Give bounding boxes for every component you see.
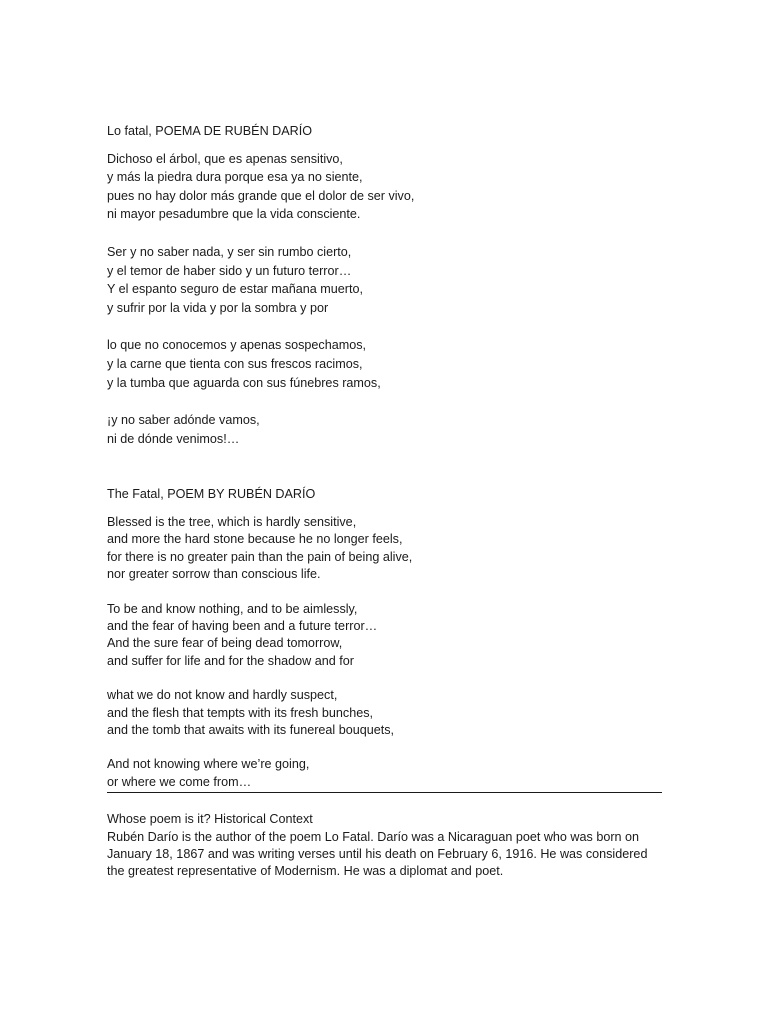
poem-line: and suffer for life and for the shadow and for <box>107 653 354 668</box>
poem-line: y el temor de haber sido y un futuro terror… <box>107 263 352 278</box>
poem-line: and the flesh that tempts with its fresh bunches, <box>107 705 374 720</box>
poem-line: Blessed is the tree, which is hardly sensitive, <box>107 514 357 529</box>
poem-line: Y el espanto seguro de estar mañana muerto, <box>107 282 364 297</box>
poem-line: y la tumba que aguarda con sus fúnebres ramos, <box>107 375 381 390</box>
poem-line: Dichoso el árbol, que es apenas sensitivo, <box>107 151 343 166</box>
spanish-poem <box>107 122 662 448</box>
poem-line: ni mayor pesadumbre que la vida consciente. <box>107 207 361 222</box>
english-poem <box>107 485 662 791</box>
poem-line: lo que no conocemos y apenas sospechamos, <box>107 338 367 353</box>
english-stanza-3 <box>107 687 662 739</box>
horizontal-divider <box>107 792 662 793</box>
poem-line: for there is no greater pain than the pain of being alive, <box>107 549 413 564</box>
poem-line: y sufrir por la vida y por la sombra y por <box>107 300 329 315</box>
spanish-stanza-2 <box>107 243 662 317</box>
poem-line: nor greater sorrow than conscious life. <box>107 567 321 582</box>
poem-line: And the sure fear of being dead tomorrow, <box>107 636 343 651</box>
english-poem-title: The Fatal, POEM BY RUBÉN DARÍO <box>107 487 316 502</box>
poem-line: pues no hay dolor más grande que el dolor de ser vivo, <box>107 188 415 203</box>
poem-line: To be and know nothing, and to be aimlessly, <box>107 601 358 616</box>
poem-line: what we do not know and hardly suspect, <box>107 688 338 703</box>
english-stanza-4 <box>107 756 662 791</box>
poem-line: and the tomb that awaits with its funereal bouquets, <box>107 722 395 737</box>
poem-line: or where we come from… <box>107 774 252 789</box>
poem-line: and more the hard stone because he no longer feels, <box>107 532 403 547</box>
poem-line: y la carne que tienta con sus frescos racimos, <box>107 356 363 371</box>
context-heading: Whose poem is it? Historical Context <box>107 812 313 827</box>
poem-line: And not knowing where we’re going, <box>107 757 310 772</box>
english-stanza-2 <box>107 601 662 671</box>
poem-line: ¡y no saber adónde vamos, <box>107 413 260 428</box>
document-page <box>107 122 662 881</box>
poem-line: ni de dónde venimos!… <box>107 431 240 446</box>
english-stanza-1 <box>107 514 662 584</box>
context-body: Rubén Darío is the author of the poem Lo Fatal. Darío was a Nicaraguan poet who was born on January 18, 1867 and was writing verses until his death on February 6, 1916. He was considered the greatest representative of Modernism. He was a diplomat and poet. <box>107 829 648 879</box>
poem-line: y más la piedra dura porque esa ya no siente, <box>107 170 363 185</box>
spanish-stanza-1 <box>107 150 662 224</box>
poem-line: Ser y no saber nada, y ser sin rumbo cierto, <box>107 244 352 259</box>
spanish-stanza-3 <box>107 336 662 392</box>
historical-context <box>107 811 662 881</box>
spanish-poem-title: Lo fatal, POEMA DE RUBÉN DARÍO <box>107 124 313 138</box>
poem-line: and the fear of having been and a future terror… <box>107 618 378 633</box>
spanish-stanza-4 <box>107 411 662 448</box>
